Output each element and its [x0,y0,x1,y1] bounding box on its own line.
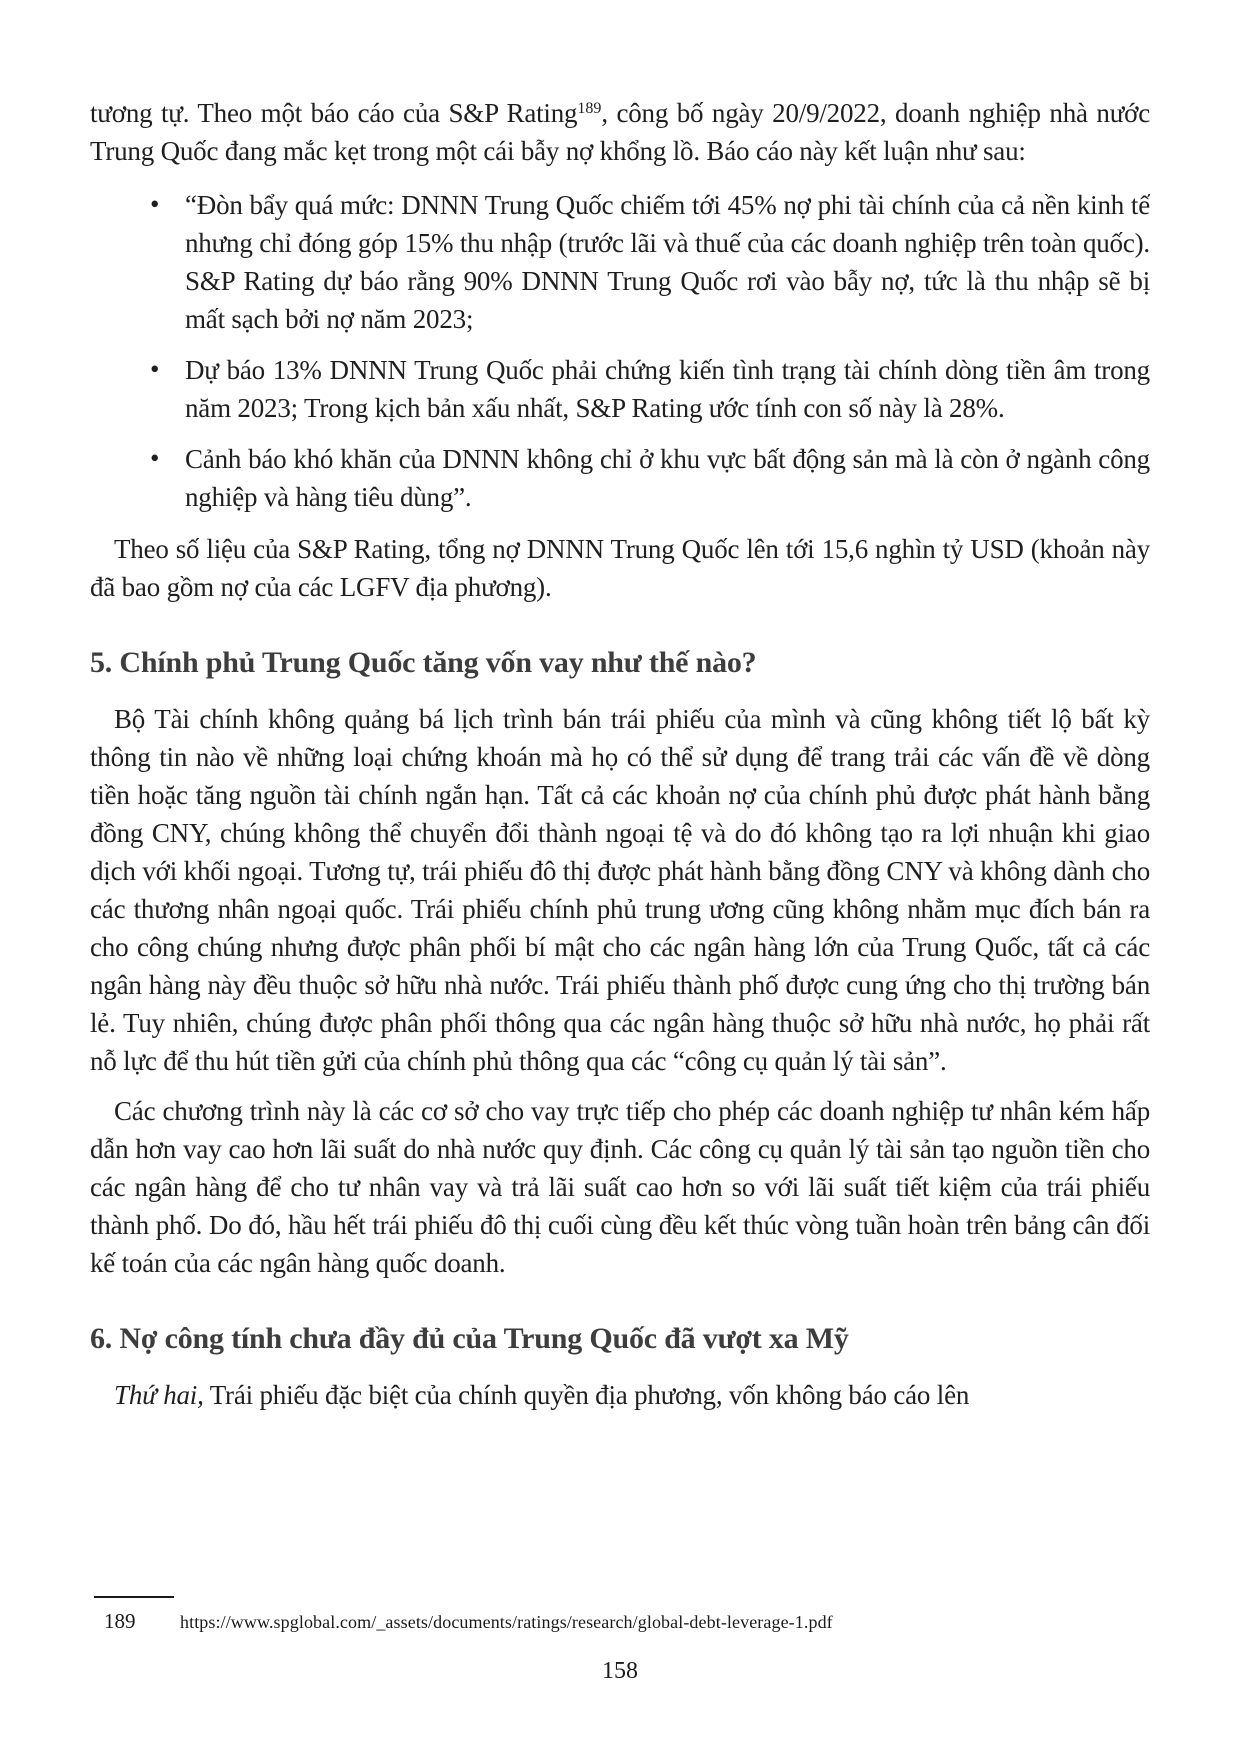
report-conclusions-list [90,186,1150,516]
paragraph-sp-report-intro [90,94,1150,170]
paragraph-special-bonds-text: Trái phiếu đặc biệt của chính quyền địa phương, vốn không báo cáo lên [203,1380,970,1410]
list-item [90,186,1150,338]
paragraph-bond-issuance: Bộ Tài chính không quảng bá lịch trình bán trái phiếu của mình và cũng không tiết lộ bất kỳ thông tin nào về những loại chứng khoán mà họ có thể sử dụng để trang trải các vấn đề về dòng tiền hoặc tăng nguồn tài chính ngắn hạn. Tất cả các khoản nợ của chính phủ được phát hành bằng đồng CNY, chúng không thể chuyển đổi thành ngoại tệ và do đó không tạo ra lợi nhuận khi giao dịch với khối ngoại. Tương tự, trái phiếu đô thị được phát hành bằng đồng CNY và không dành cho các thương nhân ngoại quốc. Trái phiếu chính phủ trung ương cũng không nhằm mục đích bán ra cho công chúng nhưng được phân phối bí mật cho các ngân hàng lớn của Trung Quốc, tất cả các ngân hàng này đều thuộc sở hữu nhà nước. Trái phiếu thành phố được cung ứng cho thị trường bán lẻ. Tuy nhiên, chúng được phân phối thông qua các ngân hàng thuộc sở hữu nhà nước, họ phải rất nỗ lực để thu hút tiền gửi của chính phủ thông qua các “công cụ quản lý tài sản”. [90,704,1150,1076]
paragraph-lead-italic: Thứ hai, [114,1380,204,1410]
intro-text-after-ref: , công bố ngày 20/9/2022, doanh nghiệp nhà nước Trung Quốc đang mắc kẹt trong một cái bẫy nợ khổng lồ. Báo cáo này kết luận như sau: [90,98,1150,166]
list-item [90,351,1150,427]
footnote-reference-189: 189 [577,100,602,117]
bullet-icon: • [150,189,160,219]
footnote-entry [90,1608,1150,1635]
list-item-text: “Đòn bẩy quá mức: DNNN Trung Quốc chiếm tới 45% nợ phi tài chính của cả nền kinh tế nhưng chỉ đóng góp 15% thu nhập (trước lãi và thuế của các doanh nghiệp trên toàn quốc). S&P Rating dự báo rằng 90% DNNN Trung Quốc rơi vào bẫy nợ, tức là thu nhập sẽ bị mất sạch bởi nợ năm 2023; [185,190,1150,334]
bullet-icon: • [150,443,160,473]
footnote-number: 189 [104,1609,136,1633]
section-5-heading: 5. Chính phủ Trung Quốc tăng vốn vay như thế nào? [90,646,757,679]
page-content [90,0,1150,1596]
footnote-separator [94,1596,174,1598]
list-item [90,440,1150,516]
paragraph-lending-programs: Các chương trình này là các cơ sở cho vay trực tiếp cho phép các doanh nghiệp tư nhân kém hấp dẫn hơn vay cao hơn lãi suất do nhà nước quy định. Các công cụ quản lý tài sản tạo nguồn tiền cho các ngân hàng để cho tư nhân vay và trả lãi suất cao hơn so với lãi suất tiết kiệm của trái phiếu thành phố. Do đó, hầu hết trái phiếu đô thị cuối cùng đều kết thúc vòng tuần hoàn trên bảng cân đối kế toán của các ngân hàng quốc doanh. [90,1096,1150,1278]
paragraph-total-debt: Theo số liệu của S&P Rating, tổng nợ DNNN Trung Quốc lên tới 15,6 nghìn tỷ USD (khoản này đã bao gồm nợ của các LGFV địa phương). [90,534,1150,602]
page-number: 158 [602,1658,638,1684]
list-item-text: Cảnh báo khó khăn của DNNN không chỉ ở khu vực bất động sản mà là còn ở ngành công nghiệp và hàng tiêu dùng”. [185,444,1150,512]
paragraph-special-bonds [90,1376,1150,1414]
footnote-area [90,1596,1150,1635]
footnote-url-link[interactable]: https://www.spglobal.com/_assets/documents/ratings/research/global-debt-leverage-1.pdf [180,1612,833,1632]
list-item-text: Dự báo 13% DNNN Trung Quốc phải chứng kiến tình trạng tài chính dòng tiền âm trong năm 2023; Trong kịch bản xấu nhất, S&P Rating ước tính con số này là 28%. [185,355,1150,423]
bullet-icon: • [150,354,160,384]
intro-text-before-ref: tương tự. Theo một báo cáo của S&P Rating [90,98,578,128]
section-6-heading: 6. Nợ công tính chưa đầy đủ của Trung Quốc đã vượt xa Mỹ [90,1322,849,1355]
